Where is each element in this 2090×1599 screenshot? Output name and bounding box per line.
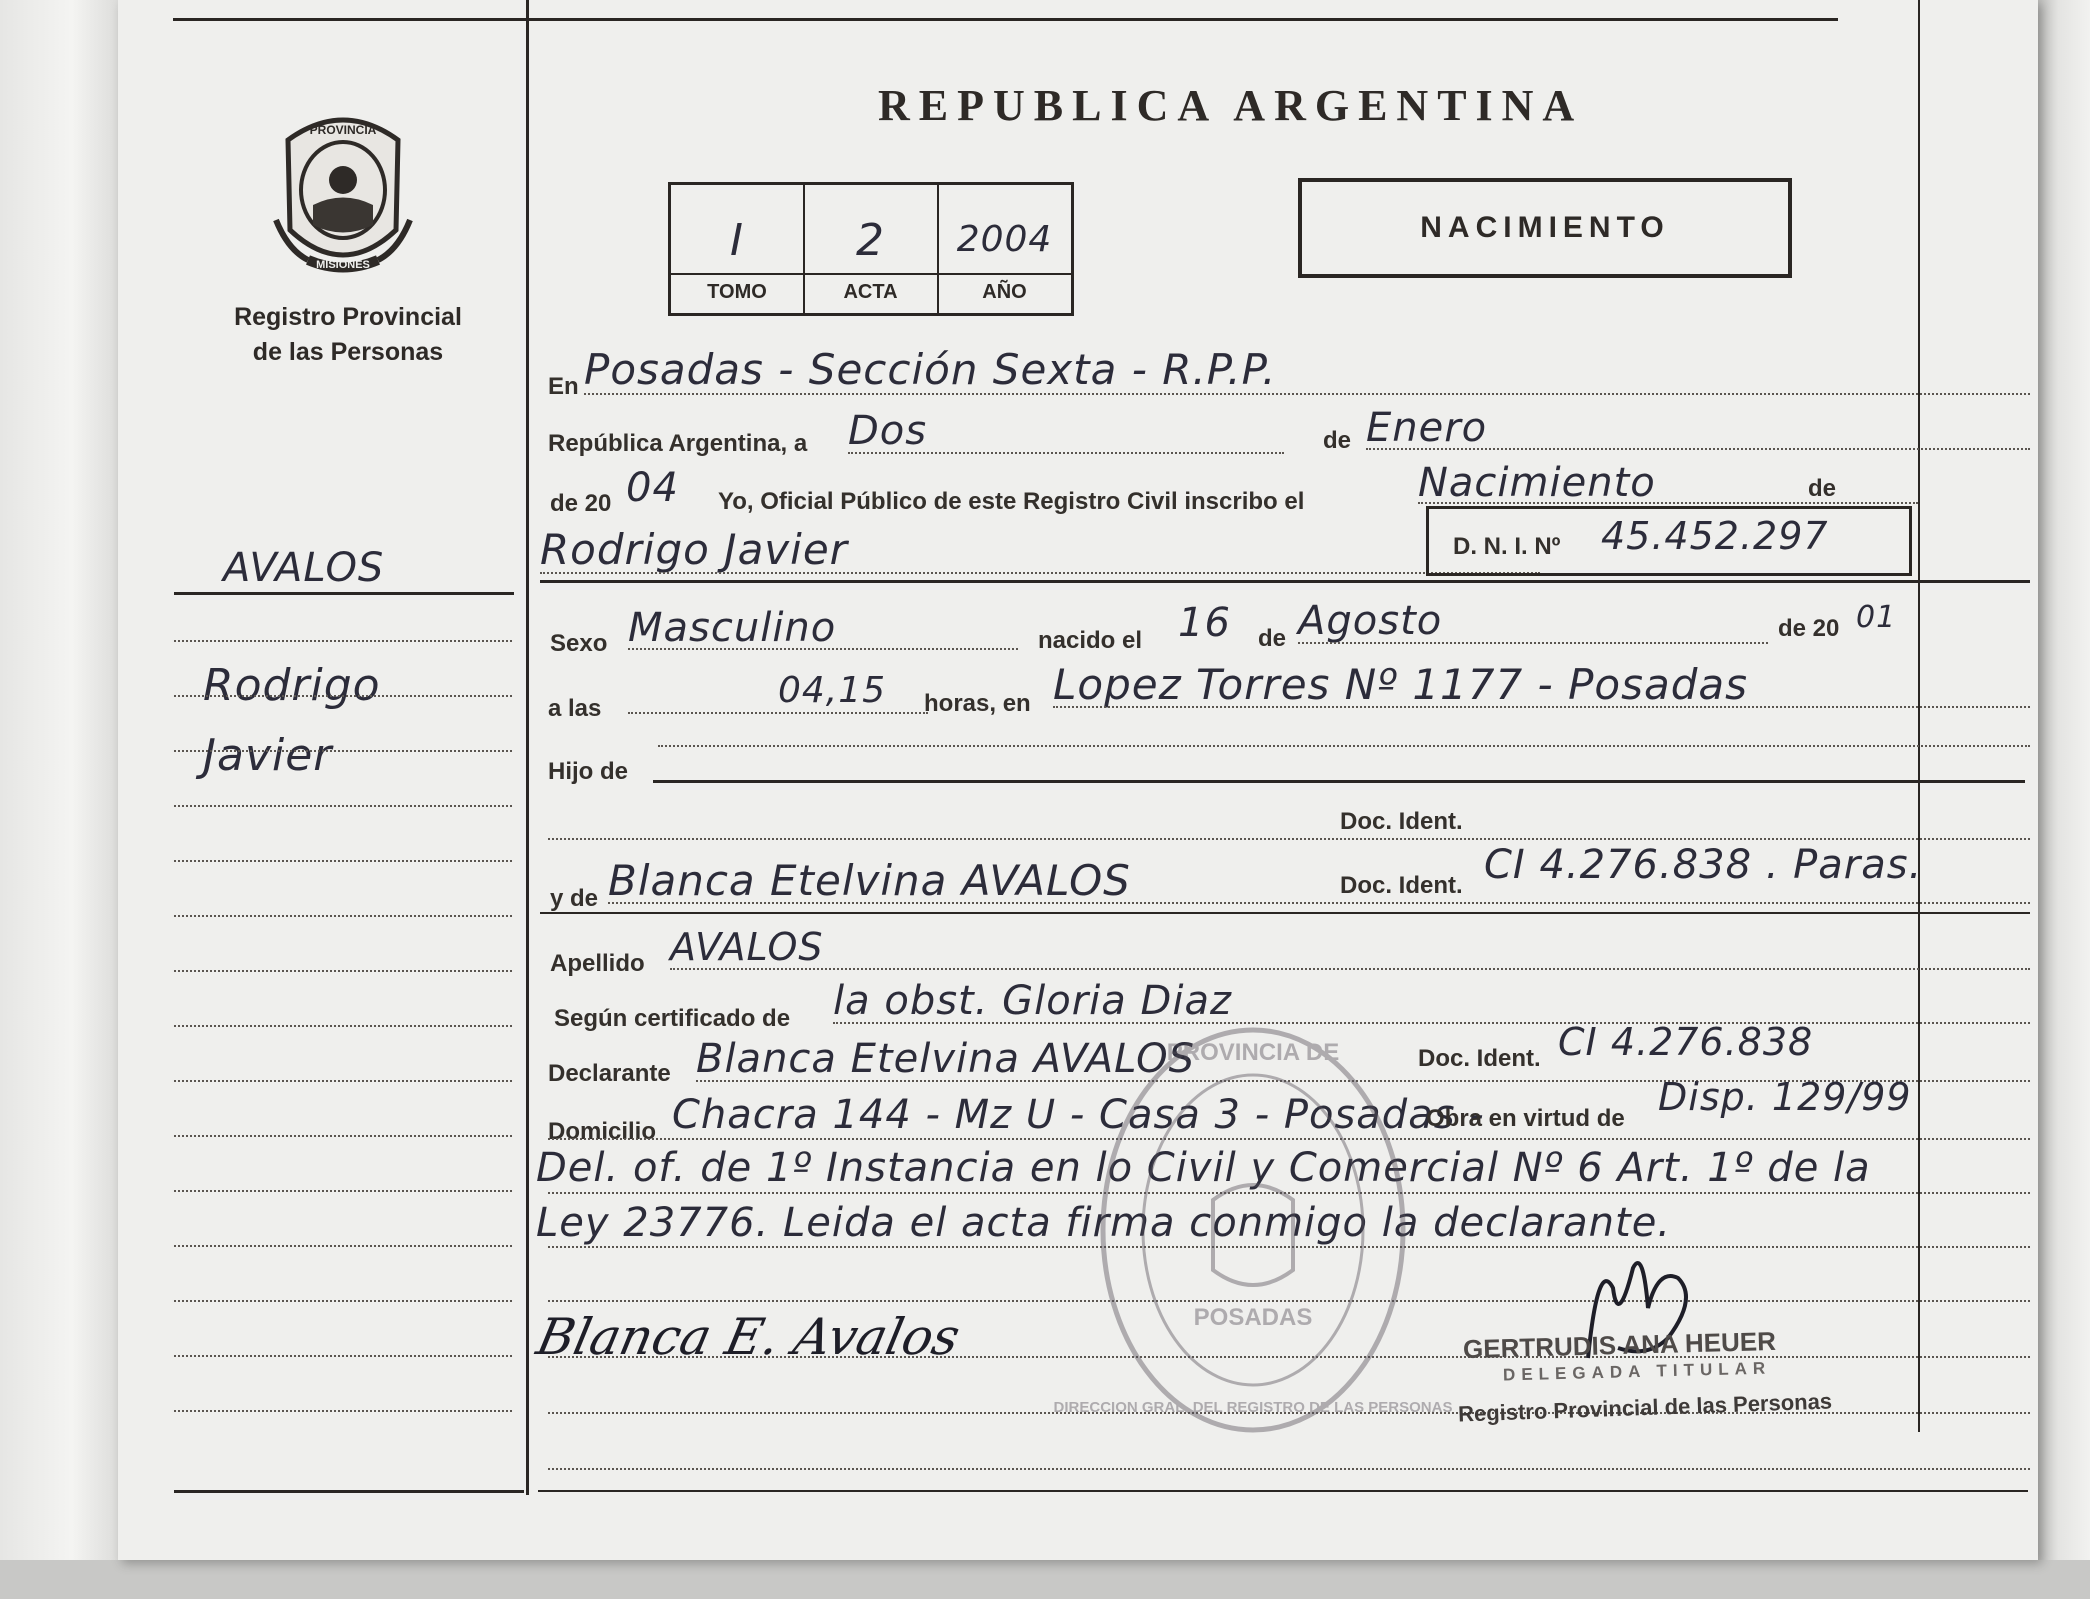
doc-ident-label-2: Doc. Ident. — [1340, 872, 1463, 899]
svg-text:POSADAS: POSADAS — [1193, 1304, 1313, 1331]
right-margin-line — [1918, 0, 1920, 1432]
alas-label: a las — [548, 695, 602, 722]
record-type-box — [1298, 178, 1792, 278]
apellido-line — [670, 968, 2030, 970]
dni-value: 45.452.297 — [1601, 514, 1829, 558]
day-value: Dos — [848, 408, 928, 454]
birth-place-value: Lopez Torres Nº 1177 - Posadas — [1053, 660, 1748, 709]
note-line-1: Del. of. de 1º Instancia en lo Civil y Comercial Nº 6 Art. 1º de la — [536, 1145, 1871, 1191]
tomo-value: I — [730, 215, 744, 266]
registry-line-2: de las Personas — [252, 338, 444, 366]
de-label-2: de — [1808, 475, 1837, 502]
mother-value: Blanca Etelvina AVALOS — [608, 856, 1131, 905]
nacido-label: nacido el — [1038, 627, 1143, 654]
place-value: Posadas - Sección Sexta - R.P.P. — [584, 345, 1277, 394]
acta-value: 2 — [856, 215, 885, 266]
birth-day-value: 16 — [1178, 600, 1231, 646]
child-name-value: Rodrigo Javier — [540, 525, 848, 574]
obra-value: Disp. 129/99 — [1658, 1075, 1912, 1119]
sidebar-dotted-line — [174, 805, 512, 807]
country-title: REPUBLICA ARGENTINA — [878, 81, 1584, 130]
father-line — [548, 838, 2030, 840]
time-value: 04,15 — [778, 670, 887, 711]
sexo-label: Sexo — [550, 630, 608, 657]
sidebar-dotted-line — [174, 1025, 512, 1027]
acta-label: ACTA — [843, 281, 898, 303]
sidebar-dotted-line — [174, 750, 512, 752]
sidebar-dotted-line — [174, 860, 512, 862]
republica-label: República Argentina, a — [548, 430, 808, 457]
svg-text:PROVINCIA DE: PROVINCIA DE — [1166, 1039, 1340, 1066]
anio-value: 2004 — [956, 219, 1053, 260]
domicilio-label: Domicilio — [548, 1118, 657, 1145]
hijo-line-1 — [658, 745, 2030, 747]
official-seal — [1053, 1020, 1453, 1440]
registry-name — [218, 300, 478, 370]
de20b-label: de 20 — [1778, 615, 1840, 642]
declarante-doc-value: CI 4.276.838 — [1558, 1020, 1814, 1064]
certificado-line — [833, 1022, 2030, 1024]
month-value: Enero — [1366, 405, 1488, 451]
apellido-value: AVALOS — [670, 925, 824, 969]
official-name: GERTRUDIS ANA HEUER — [1462, 1325, 1777, 1365]
left-page-edge — [0, 0, 120, 1599]
doc-ident-label-3: Doc. Ident. — [1418, 1045, 1541, 1072]
hijo-rule — [653, 780, 2025, 783]
time-line — [628, 712, 928, 714]
svg-text:MISIONES: MISIONES — [316, 259, 370, 271]
bottom-rule-left — [174, 1490, 524, 1493]
anio-label: AÑO — [982, 281, 1027, 303]
sexo-value: Masculino — [628, 605, 837, 651]
de-label-3: de — [1258, 625, 1287, 652]
declarante-label: Declarante — [548, 1060, 671, 1087]
birth-certificate-sheet — [118, 0, 2038, 1560]
bottom-edge — [0, 1560, 2090, 1599]
certificado-value: la obst. Gloria Diaz — [833, 978, 1232, 1024]
sexo-line — [628, 648, 1018, 650]
registry-line-1: Registro Provincial — [234, 303, 462, 331]
svg-text:DIRECCION GRAL. DEL REGISTRO D: DIRECCION GRAL. DEL REGISTRO DE LAS PERSONAS — [1053, 1399, 1453, 1416]
note-line-2: Ley 23776. Leida el acta firma conmigo la declarante. — [536, 1200, 1672, 1246]
record-type: NACIMIENTO — [1420, 211, 1670, 244]
day-line — [848, 452, 1284, 454]
birth-place-line — [1053, 706, 2030, 708]
declarant-signature: Blanca E. Avalos — [531, 1308, 965, 1366]
birth-month-value: Agosto — [1298, 598, 1443, 644]
child-name-line — [540, 572, 1540, 574]
en-label: En — [548, 373, 579, 400]
month-line — [1366, 448, 2030, 450]
sidebar-given-name-2: Javier — [203, 730, 333, 781]
de20-label: de 20 — [550, 490, 612, 517]
tomo-label: TOMO — [707, 281, 767, 303]
record-number-box — [668, 182, 1074, 316]
birth-year-value: 01 — [1856, 600, 1897, 635]
sidebar-dotted-line — [174, 915, 512, 917]
svg-text:PROVINCIA: PROVINCIA — [309, 123, 377, 137]
yo-text: Yo, Oficial Público de este Registro Civil inscribo el — [718, 488, 1305, 515]
year-value: 04 — [626, 465, 679, 511]
note-rule-6 — [548, 1468, 2030, 1470]
sidebar-dotted-line — [174, 1355, 512, 1357]
sidebar-surname: AVALOS — [223, 545, 385, 591]
parents-bottom-rule — [540, 912, 2030, 914]
book-edge — [2038, 0, 2090, 1599]
sidebar-dotted-line — [174, 970, 512, 972]
birth-month-line — [1298, 642, 1768, 644]
sidebar-dotted-line — [174, 1190, 512, 1192]
sidebar-dotted-line — [174, 1410, 512, 1412]
parents-top-rule — [540, 580, 2030, 583]
dni-box — [1426, 506, 1912, 576]
sidebar-dotted-line — [174, 1080, 512, 1082]
misiones-emblem — [268, 110, 418, 275]
doc-ident-label-1: Doc. Ident. — [1340, 808, 1463, 835]
dni-label: D. N. I. Nº — [1453, 533, 1561, 560]
sidebar-dotted-line — [174, 1135, 512, 1137]
sidebar-dotted-line — [174, 695, 512, 697]
mother-line — [608, 902, 2030, 904]
official-office: Registro Provincial de las Personas — [1457, 1388, 1833, 1427]
sidebar-dotted-line — [174, 1300, 512, 1302]
apellido-label: Apellido — [550, 950, 645, 977]
mother-doc-value: CI 4.276.838 . Paras. — [1484, 842, 1923, 888]
place-line — [584, 393, 2030, 395]
sidebar-dotted-line — [174, 640, 512, 642]
top-rule-right — [408, 18, 1838, 21]
de-label-1: de — [1323, 427, 1352, 454]
official-title: DELEGADA TITULAR — [1502, 1358, 1772, 1385]
segun-label: Según certificado de — [554, 1005, 791, 1032]
registry-seal-icon — [1053, 1020, 1453, 1440]
misiones-coat-of-arms-icon — [268, 110, 418, 275]
sidebar-given-name-1: Rodrigo — [203, 660, 381, 711]
yde-label: y de — [550, 885, 599, 912]
box-label-rule — [671, 273, 1071, 275]
column-divider — [526, 0, 529, 1495]
declarante-value: Blanca Etelvina AVALOS — [696, 1036, 1195, 1082]
domicilio-value: Chacra 144 - Mz U - Casa 3 - Posadas - — [672, 1092, 1485, 1138]
bottom-rule-right — [538, 1490, 2028, 1492]
sidebar-dotted-line — [174, 1245, 512, 1247]
act-value: Nacimiento — [1418, 460, 1656, 506]
sidebar-surname-rule — [174, 592, 514, 595]
horas-label: horas, en — [924, 690, 1031, 717]
act-line — [1418, 502, 1918, 504]
hijo-label: Hijo de — [548, 758, 629, 785]
obra-label: Obra en virtud de — [1426, 1105, 1625, 1132]
